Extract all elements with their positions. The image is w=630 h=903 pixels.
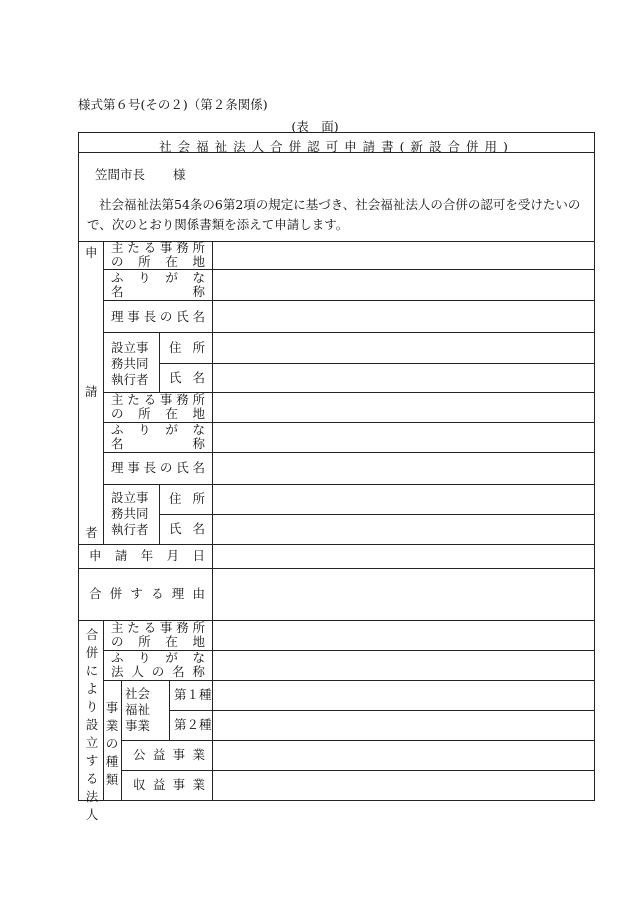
person-name-label: 氏 名 [169, 370, 205, 385]
person-name-label: 氏 名 [169, 521, 205, 536]
social-welfare-line2: 福祉 [125, 702, 151, 717]
corp-name-label: 名 称 [111, 436, 205, 451]
executor-line1: 設立事 [111, 490, 149, 505]
side-label: (表 面) [291, 119, 339, 134]
type1-label: 第 １ 種 [174, 687, 212, 702]
new-office-label-line2: の 所 在 地 [111, 634, 205, 649]
application-date-label: 申 請 年 月 日 [89, 548, 205, 563]
addressee-name: 笠間市長 [95, 167, 146, 182]
office-label-line2: の 所 在 地 [111, 406, 205, 421]
applicant-label-top: 申 [85, 245, 98, 260]
executor-line3: 執行者 [111, 372, 149, 387]
addressee [95, 165, 186, 183]
furigana-label: ふ り が な [111, 422, 205, 437]
applicant-label-mid: 請 [85, 384, 98, 399]
new-office-label-line1: 主 た る 事 務 所 [111, 620, 205, 635]
office-label-line1: 主 た る 事 務 所 [111, 240, 205, 255]
office-label-line1: 主 た る 事 務 所 [111, 392, 205, 407]
applicant-label-bottom: 者 [85, 525, 98, 540]
address-label: 住 所 [169, 340, 205, 355]
type2-label: 第 ２ 種 [174, 717, 212, 732]
new-corp-name-label: 法 人 の 名 称 [111, 664, 205, 679]
application-statement: 社会福祉法第54条の6第2項の規定に基づき、社会福祉法人の合併の認可を受けたいので、次のとおり関係書類を添えて申請します。 [87, 197, 581, 232]
new-furigana-label: ふ り が な [111, 650, 205, 665]
social-welfare-line1: 社会 [125, 686, 151, 701]
executor-line2: 務共同 [111, 506, 149, 521]
executor-line3: 執行者 [111, 522, 149, 537]
furigana-label: ふ り が な [111, 270, 205, 285]
social-welfare-line3: 事業 [125, 718, 151, 733]
business-type-label: 事 業 の 種 類 [105, 700, 119, 787]
application-form [78, 132, 595, 822]
address-label: 住 所 [169, 491, 205, 506]
chairman-label: 理 事 長 の 氏 名 [111, 309, 205, 324]
form-number: 様式第６号(その２)（第２条関係) [78, 97, 268, 112]
profit-label: 収 益 事 業 [133, 777, 205, 792]
executor-line1: 設立事 [111, 340, 149, 355]
addressee-honorific: 様 [173, 167, 186, 182]
executor-line2: 務共同 [111, 356, 149, 371]
public-interest-label: 公 益 事 業 [133, 747, 205, 762]
corp-name-label: 名 称 [111, 284, 205, 299]
chairman-label: 理 事 長 の 氏 名 [111, 460, 205, 475]
merger-reason-label: 合 併 す る 理 由 [89, 586, 205, 601]
office-label-line2: の 所 在 地 [111, 254, 205, 269]
form-title: 社会福祉法人合併認可申請書(新設合併用) [159, 139, 514, 154]
new-corp-vertical-label: 合 併 に よ り 設 立 す る 法 人 [85, 627, 99, 822]
